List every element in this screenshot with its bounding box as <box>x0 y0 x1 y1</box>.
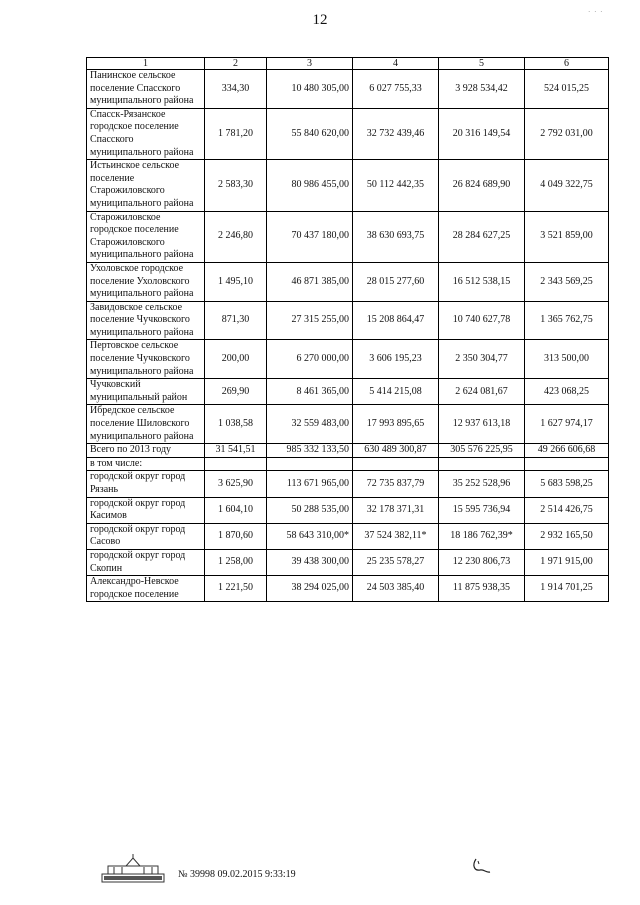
local-budget-cell: 2 792 031,00 <box>525 108 609 159</box>
table-row <box>87 70 609 109</box>
table-row <box>87 497 609 523</box>
row-name-cell: городской округ город Касимов <box>87 497 205 523</box>
table-row <box>87 444 609 458</box>
row-name-cell: Старожиловское городское поселение Старожиловского муниципального района <box>87 211 205 262</box>
regional-budget-cell: 305 576 225,95 <box>439 444 525 458</box>
table-row <box>87 549 609 575</box>
total-cost-cell: 50 288 535,00 <box>267 497 353 523</box>
local-budget-cell: 4 049 322,75 <box>525 160 609 211</box>
local-budget-cell: 2 932 165,50 <box>525 523 609 549</box>
header-row <box>87 58 609 70</box>
column-header: 6 <box>525 58 609 70</box>
fund-cell: 17 993 895,65 <box>353 405 439 444</box>
area-cell: 871,30 <box>205 301 267 340</box>
area-cell: 1 495,10 <box>205 262 267 301</box>
local-budget-cell: 2 514 426,75 <box>525 497 609 523</box>
row-name-cell: городской округ город Скопин <box>87 549 205 575</box>
area-cell: 1 604,10 <box>205 497 267 523</box>
regional-budget-cell: 16 512 538,15 <box>439 262 525 301</box>
empty-cell <box>439 457 525 471</box>
local-budget-cell: 423 068,25 <box>525 379 609 405</box>
row-name-cell: городской округ город Рязань <box>87 471 205 497</box>
fund-cell: 6 027 755,33 <box>353 70 439 109</box>
local-budget-cell: 524 015,25 <box>525 70 609 109</box>
empty-cell <box>267 457 353 471</box>
local-budget-cell: 2 343 569,25 <box>525 262 609 301</box>
local-budget-cell: 49 266 606,68 <box>525 444 609 458</box>
local-budget-cell: 1 365 762,75 <box>525 301 609 340</box>
column-header: 3 <box>267 58 353 70</box>
total-cost-cell: 70 437 180,00 <box>267 211 353 262</box>
fund-cell: 3 606 195,23 <box>353 340 439 379</box>
empty-cell <box>205 457 267 471</box>
regional-budget-cell: 28 284 627,25 <box>439 211 525 262</box>
fund-cell: 38 630 693,75 <box>353 211 439 262</box>
fund-cell: 24 503 385,40 <box>353 576 439 602</box>
regional-budget-cell: 35 252 528,96 <box>439 471 525 497</box>
row-name-cell: Чучковский муниципальный район <box>87 379 205 405</box>
area-cell: 334,30 <box>205 70 267 109</box>
area-cell: 31 541,51 <box>205 444 267 458</box>
row-name-cell: Панинское сельское поселение Спасского муниципального района <box>87 70 205 109</box>
regional-budget-cell: 15 595 736,94 <box>439 497 525 523</box>
fund-cell: 32 178 371,31 <box>353 497 439 523</box>
regional-budget-cell: 2 624 081,67 <box>439 379 525 405</box>
signature-mark-icon <box>470 855 496 877</box>
area-cell: 269,90 <box>205 379 267 405</box>
data-table <box>86 57 609 602</box>
regional-budget-cell: 26 824 689,90 <box>439 160 525 211</box>
regional-budget-cell: 11 875 938,35 <box>439 576 525 602</box>
table-row <box>87 576 609 602</box>
total-cost-cell: 27 315 255,00 <box>267 301 353 340</box>
local-budget-cell: 3 521 859,00 <box>525 211 609 262</box>
empty-cell <box>353 457 439 471</box>
row-name-cell: Ибредское сельское поселение Шиловского муниципального района <box>87 405 205 444</box>
local-budget-cell: 1 971 915,00 <box>525 549 609 575</box>
total-cost-cell: 46 871 385,00 <box>267 262 353 301</box>
local-budget-cell: 313 500,00 <box>525 340 609 379</box>
area-cell: 1 221,50 <box>205 576 267 602</box>
total-cost-cell: 113 671 965,00 <box>267 471 353 497</box>
row-name-cell: Спасск-Рязанское городское поселение Спасского муниципального района <box>87 108 205 159</box>
regional-budget-cell: 12 230 806,73 <box>439 549 525 575</box>
area-cell: 2 583,30 <box>205 160 267 211</box>
registration-stamp: № 39998 09.02.2015 9:33:19 <box>178 869 296 880</box>
regional-budget-cell: 10 740 627,78 <box>439 301 525 340</box>
total-cost-cell: 8 461 365,00 <box>267 379 353 405</box>
row-name-cell: городской округ город Сасово <box>87 523 205 549</box>
total-cost-cell: 58 643 310,00* <box>267 523 353 549</box>
corner-mark: · · · <box>588 8 604 16</box>
local-budget-cell: 1 627 974,17 <box>525 405 609 444</box>
row-name-cell: Пертовское сельское поселение Чучковского муниципального района <box>87 340 205 379</box>
area-cell: 1 038,58 <box>205 405 267 444</box>
regional-budget-cell: 18 186 762,39* <box>439 523 525 549</box>
total-cost-cell: 10 480 305,00 <box>267 70 353 109</box>
area-cell: 1 258,00 <box>205 549 267 575</box>
table-row <box>87 108 609 159</box>
total-cost-cell: 38 294 025,00 <box>267 576 353 602</box>
table-row <box>87 523 609 549</box>
fund-cell: 5 414 215,08 <box>353 379 439 405</box>
area-cell: 3 625,90 <box>205 471 267 497</box>
row-name-cell: Александро-Невское городское поселение <box>87 576 205 602</box>
table-row <box>87 379 609 405</box>
table-row <box>87 471 609 497</box>
building-stamp-icon <box>100 852 166 884</box>
fund-cell: 15 208 864,47 <box>353 301 439 340</box>
regional-budget-cell: 3 928 534,42 <box>439 70 525 109</box>
total-cost-cell: 32 559 483,00 <box>267 405 353 444</box>
column-header: 1 <box>87 58 205 70</box>
total-cost-cell: 39 438 300,00 <box>267 549 353 575</box>
row-name-cell: Всего по 2013 году <box>87 444 205 458</box>
fund-cell: 32 732 439,46 <box>353 108 439 159</box>
total-cost-cell: 6 270 000,00 <box>267 340 353 379</box>
table-row <box>87 457 609 471</box>
fund-cell: 72 735 837,79 <box>353 471 439 497</box>
fund-cell: 28 015 277,60 <box>353 262 439 301</box>
empty-cell <box>525 457 609 471</box>
page-number: 12 <box>312 12 328 28</box>
total-cost-cell: 985 332 133,50 <box>267 444 353 458</box>
local-budget-cell: 1 914 701,25 <box>525 576 609 602</box>
area-cell: 2 246,80 <box>205 211 267 262</box>
area-cell: 1 781,20 <box>205 108 267 159</box>
table-row <box>87 301 609 340</box>
fund-cell: 50 112 442,35 <box>353 160 439 211</box>
total-cost-cell: 55 840 620,00 <box>267 108 353 159</box>
table-row <box>87 340 609 379</box>
table-row <box>87 211 609 262</box>
fund-cell: 630 489 300,87 <box>353 444 439 458</box>
row-name-cell: Завидовское сельское поселение Чучковского муниципального района <box>87 301 205 340</box>
table-row <box>87 262 609 301</box>
column-header: 4 <box>353 58 439 70</box>
row-name-cell: Ухоловское городское поселение Ухоловского муниципального района <box>87 262 205 301</box>
table-row <box>87 160 609 211</box>
area-cell: 200,00 <box>205 340 267 379</box>
regional-budget-cell: 20 316 149,54 <box>439 108 525 159</box>
column-header: 5 <box>439 58 525 70</box>
row-name-cell: Истьинское сельское поселение Старожиловского муниципального района <box>87 160 205 211</box>
fund-cell: 25 235 578,27 <box>353 549 439 575</box>
column-header: 2 <box>205 58 267 70</box>
including-label: в том числе: <box>87 457 205 471</box>
area-cell: 1 870,60 <box>205 523 267 549</box>
table-row <box>87 405 609 444</box>
total-cost-cell: 80 986 455,00 <box>267 160 353 211</box>
local-budget-cell: 5 683 598,25 <box>525 471 609 497</box>
regional-budget-cell: 12 937 613,18 <box>439 405 525 444</box>
fund-cell: 37 524 382,11* <box>353 523 439 549</box>
regional-budget-cell: 2 350 304,77 <box>439 340 525 379</box>
